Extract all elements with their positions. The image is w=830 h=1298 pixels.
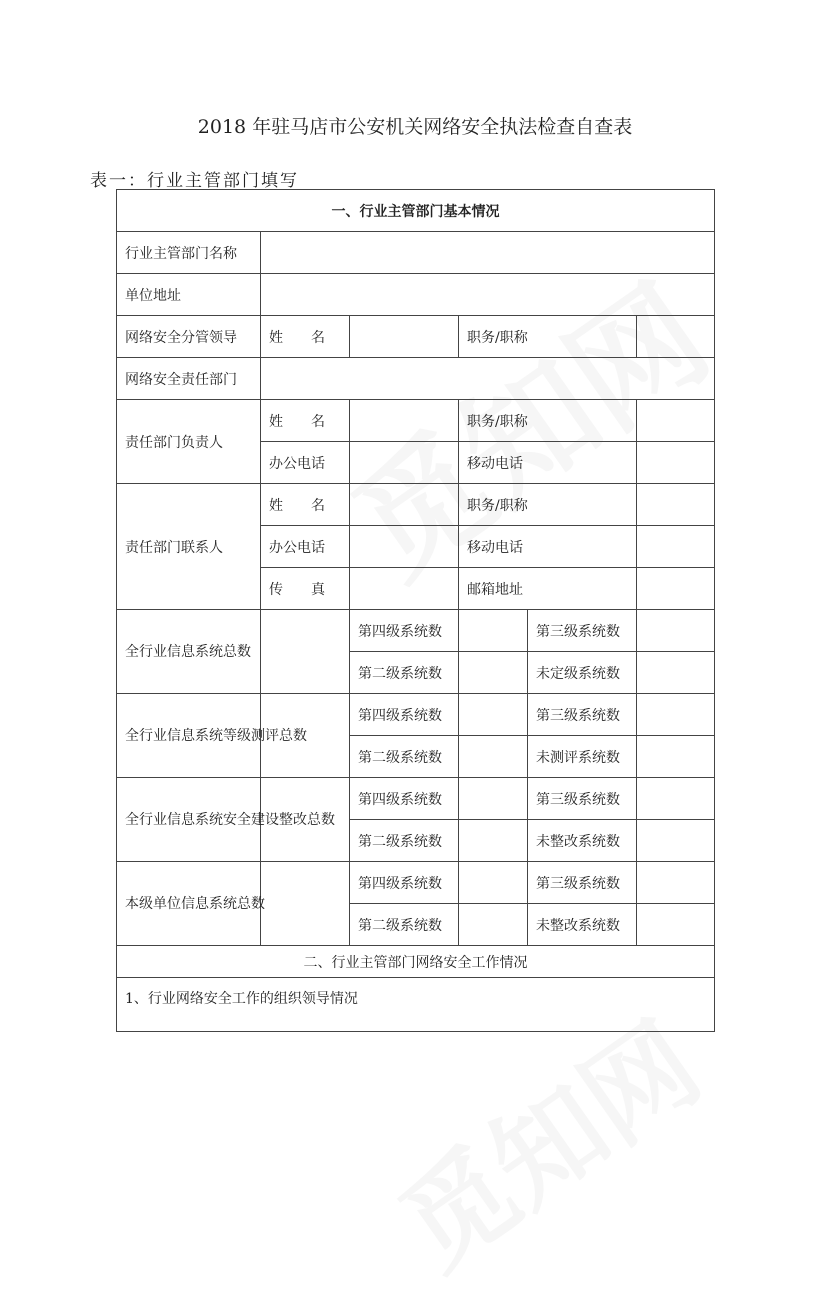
label-system-group-1: 全行业信息系统等级测评总数: [117, 694, 261, 778]
label-contact-name: 姓 名: [261, 484, 350, 526]
label-group-1-other: 未测评系统数: [528, 736, 637, 778]
field-contact-mobile[interactable]: [637, 526, 715, 568]
label-contact-office-phone: 办公电话: [261, 526, 350, 568]
label-group-3-level3: 第三级系统数: [528, 862, 637, 904]
field-group-2-level2[interactable]: [459, 820, 528, 862]
label-dept-name: 行业主管部门名称: [117, 232, 261, 274]
label-address: 单位地址: [117, 274, 261, 316]
field-group-2-level4[interactable]: [459, 778, 528, 820]
row-resp-dept: [117, 358, 715, 400]
field-group-1-level4[interactable]: [459, 694, 528, 736]
label-resp-contact: 责任部门联系人: [117, 484, 261, 610]
label-head-position: 职务/职称: [459, 400, 637, 442]
page-title: 2018 年驻马店市公安机关网络安全执法检查自查表: [197, 116, 633, 138]
field-group-0-level4[interactable]: [459, 610, 528, 652]
row-system-group-3-a: [117, 862, 715, 904]
label-leader-position: 职务/职称: [459, 316, 637, 358]
field-address[interactable]: [261, 274, 715, 316]
label-contact-email: 邮箱地址: [459, 568, 637, 610]
label-system-group-0: 全行业信息系统总数: [117, 610, 261, 694]
label-group-1-level4: 第四级系统数: [350, 694, 459, 736]
row-system-group-2-a: [117, 778, 715, 820]
field-leader-name[interactable]: [350, 316, 459, 358]
field-contact-name[interactable]: [350, 484, 459, 526]
row-system-group-1-a: [117, 694, 715, 736]
label-head-office-phone: 办公电话: [261, 442, 350, 484]
row-address: [117, 274, 715, 316]
section-2-title: 二、行业主管部门网络安全工作情况: [117, 946, 715, 978]
field-group-0-level2[interactable]: [459, 652, 528, 694]
label-resp-head: 责任部门负责人: [117, 400, 261, 484]
field-group-0-other[interactable]: [637, 652, 715, 694]
label-leader-name: 姓 名: [261, 316, 350, 358]
label-group-2-level4: 第四级系统数: [350, 778, 459, 820]
field-group-3-level2[interactable]: [459, 904, 528, 946]
field-resp-dept[interactable]: [261, 358, 715, 400]
field-head-name[interactable]: [350, 400, 459, 442]
field-contact-position[interactable]: [637, 484, 715, 526]
row-resp-contact-1: [117, 484, 715, 526]
row-leader: [117, 316, 715, 358]
field-group-0-level3[interactable]: [637, 610, 715, 652]
field-system-group-0-total[interactable]: [261, 610, 350, 694]
field-dept-name[interactable]: [261, 232, 715, 274]
field-group-1-other[interactable]: [637, 736, 715, 778]
label-group-2-level3: 第三级系统数: [528, 778, 637, 820]
field-group-3-level3[interactable]: [637, 862, 715, 904]
field-head-mobile[interactable]: [637, 442, 715, 484]
label-head-mobile: 移动电话: [459, 442, 637, 484]
field-group-2-level3[interactable]: [637, 778, 715, 820]
label-contact-mobile: 移动电话: [459, 526, 637, 568]
label-resp-dept: 网络安全责任部门: [117, 358, 261, 400]
field-system-group-3-total[interactable]: [261, 862, 350, 946]
label-group-2-other: 未整改系统数: [528, 820, 637, 862]
label-group-0-other: 未定级系统数: [528, 652, 637, 694]
field-head-office-phone[interactable]: [350, 442, 459, 484]
field-leader-position[interactable]: [637, 316, 715, 358]
self-check-table: [116, 189, 715, 1032]
label-contact-position: 职务/职称: [459, 484, 637, 526]
field-contact-fax[interactable]: [350, 568, 459, 610]
field-group-1-level3[interactable]: [637, 694, 715, 736]
label-system-group-2: 全行业信息系统安全建设整改总数: [117, 778, 261, 862]
item-1-text[interactable]: 1、行业网络安全工作的组织领导情况: [117, 978, 715, 1032]
label-group-1-level3: 第三级系统数: [528, 694, 637, 736]
row-item-1: [117, 978, 715, 1032]
label-group-3-other: 未整改系统数: [528, 904, 637, 946]
table-subtitle: 表一：行业主管部门填写: [90, 171, 299, 191]
label-group-0-level3: 第三级系统数: [528, 610, 637, 652]
row-resp-head-1: [117, 400, 715, 442]
section-header-row: [117, 190, 715, 232]
row-system-group-0-a: [117, 610, 715, 652]
label-leader: 网络安全分管领导: [117, 316, 261, 358]
field-group-1-level2[interactable]: [459, 736, 528, 778]
section-2-row: [117, 946, 715, 978]
label-group-0-level2: 第二级系统数: [350, 652, 459, 694]
label-group-2-level2: 第二级系统数: [350, 820, 459, 862]
label-group-1-level2: 第二级系统数: [350, 736, 459, 778]
label-head-name: 姓 名: [261, 400, 350, 442]
label-group-3-level2: 第二级系统数: [350, 904, 459, 946]
field-group-3-level4[interactable]: [459, 862, 528, 904]
label-contact-fax: 传 真: [261, 568, 350, 610]
label-group-0-level4: 第四级系统数: [350, 610, 459, 652]
label-group-3-level4: 第四级系统数: [350, 862, 459, 904]
field-group-3-other[interactable]: [637, 904, 715, 946]
field-head-position[interactable]: [637, 400, 715, 442]
field-group-2-other[interactable]: [637, 820, 715, 862]
label-system-group-3: 本级单位信息系统总数: [117, 862, 261, 946]
field-contact-email[interactable]: [637, 568, 715, 610]
row-dept-name: [117, 232, 715, 274]
section-1-title: 一、行业主管部门基本情况: [117, 190, 715, 232]
field-contact-office-phone[interactable]: [350, 526, 459, 568]
